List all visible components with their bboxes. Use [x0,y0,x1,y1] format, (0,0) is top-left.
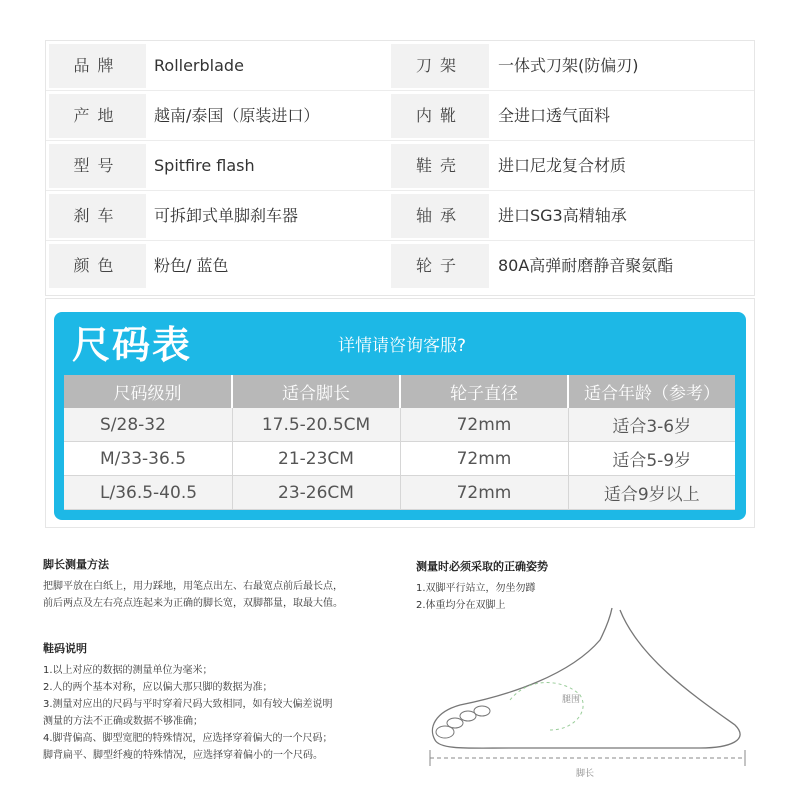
spec-key: 内靴 [391,94,489,138]
spec-key: 品牌 [49,44,146,88]
spec-key: 轴承 [391,194,489,238]
toe [474,706,490,716]
size-table [64,375,735,510]
table-cell: S/28-32 [64,408,232,442]
measure-line: 前后两点及左右亮点连起来为正确的脚长宽，双脚都量，取最大值。 [43,598,343,609]
foot-diagram [400,600,780,785]
column-header: 尺码级别 [64,375,232,408]
measure-section [43,556,403,612]
girth-label: 腿围 [562,695,581,705]
spec-value: 越南/泰国（原装进口） [149,94,387,138]
table-cell: M/33-36.5 [64,442,232,476]
table-cell: 17.5-20.5CM [232,408,400,442]
size-chart-title: 尺码表 [72,323,193,367]
spec-value: 80A高弹耐磨静音聚氨酯 [492,244,754,288]
table-cell: 23-26CM [232,476,400,510]
spec-row [46,141,754,191]
table-cell: 72mm [400,408,568,442]
spec-value: 全进口透气面料 [492,94,754,138]
spec-key: 刀架 [391,44,489,88]
spec-value: Spitfire flash [149,144,387,188]
spec-value: 可拆卸式单脚刹车器 [149,194,387,238]
spec-value: 进口尼龙复合材质 [492,144,754,188]
table-cell: 21-23CM [232,442,400,476]
column-header: 适合年龄（参考） [568,375,735,408]
spec-value: Rollerblade [149,44,387,88]
size-chart-subtitle[interactable]: 详情请咨询客服? [338,336,467,356]
measure-title: 脚长测量方法 [43,558,109,571]
table-row [64,442,735,476]
spec-value: 一体式刀架(防偏刃) [492,44,754,88]
table-cell: L/36.5-40.5 [64,476,232,510]
spec-row [46,91,754,141]
size-note-line: 3.测量对应出的尺码与平时穿着尺码大致相同，如有较大偏差说明 [43,699,333,710]
spec-table [45,40,755,296]
size-notes-section [43,640,403,764]
table-cell: 72mm [400,442,568,476]
size-note-line: 测量的方法不正确或数据不够准确； [43,716,203,727]
spec-key: 型号 [49,144,146,188]
toe [460,711,476,721]
posture-line: 2.体重均分在双脚上 [416,600,506,611]
spec-key: 产地 [49,94,146,138]
column-header: 轮子直径 [400,375,568,408]
table-row [64,408,735,442]
column-header: 适合脚长 [232,375,400,408]
toe [447,718,463,728]
table-cell: 适合5-9岁 [568,442,735,476]
spec-key: 颜色 [49,244,146,288]
table-cell: 适合3-6岁 [568,408,735,442]
spec-row [46,241,754,291]
size-note-line: 脚背扁平、脚型纤瘦的特殊情况，应选择穿着偏小的一个尺码。 [43,750,323,761]
size-note-line: 2.人的两个基本对称，应以偏大那只脚的数据为准； [43,682,273,693]
size-notes-title: 鞋码说明 [43,642,87,655]
table-cell: 适合9岁以上 [568,476,735,510]
table-row [64,476,735,510]
spec-key: 轮子 [391,244,489,288]
posture-title: 测量时必须采取的正确姿势 [416,560,548,573]
size-note-line: 1.以上对应的数据的测量单位为毫米； [43,665,213,676]
spec-row [46,191,754,241]
foot-outline [432,608,740,748]
spec-value: 粉色/ 蓝色 [149,244,387,288]
size-note-line: 4.脚背偏高、脚型宽肥的特殊情况，应选择穿着偏大的一个尺码； [43,733,333,744]
spec-row [46,41,754,91]
length-label: 脚长 [576,769,595,779]
table-cell: 72mm [400,476,568,510]
spec-value: 进口SG3高精轴承 [492,194,754,238]
girth-curve [510,683,583,731]
posture-line: 1.双脚平行站立，勿坐勿蹲 [416,583,536,594]
spec-key: 刹车 [49,194,146,238]
size-table-header [64,375,735,408]
measure-line: 把脚平放在白纸上，用力踩地，用笔点出左、右最宽点前后最长点， [43,581,343,592]
spec-key: 鞋壳 [391,144,489,188]
